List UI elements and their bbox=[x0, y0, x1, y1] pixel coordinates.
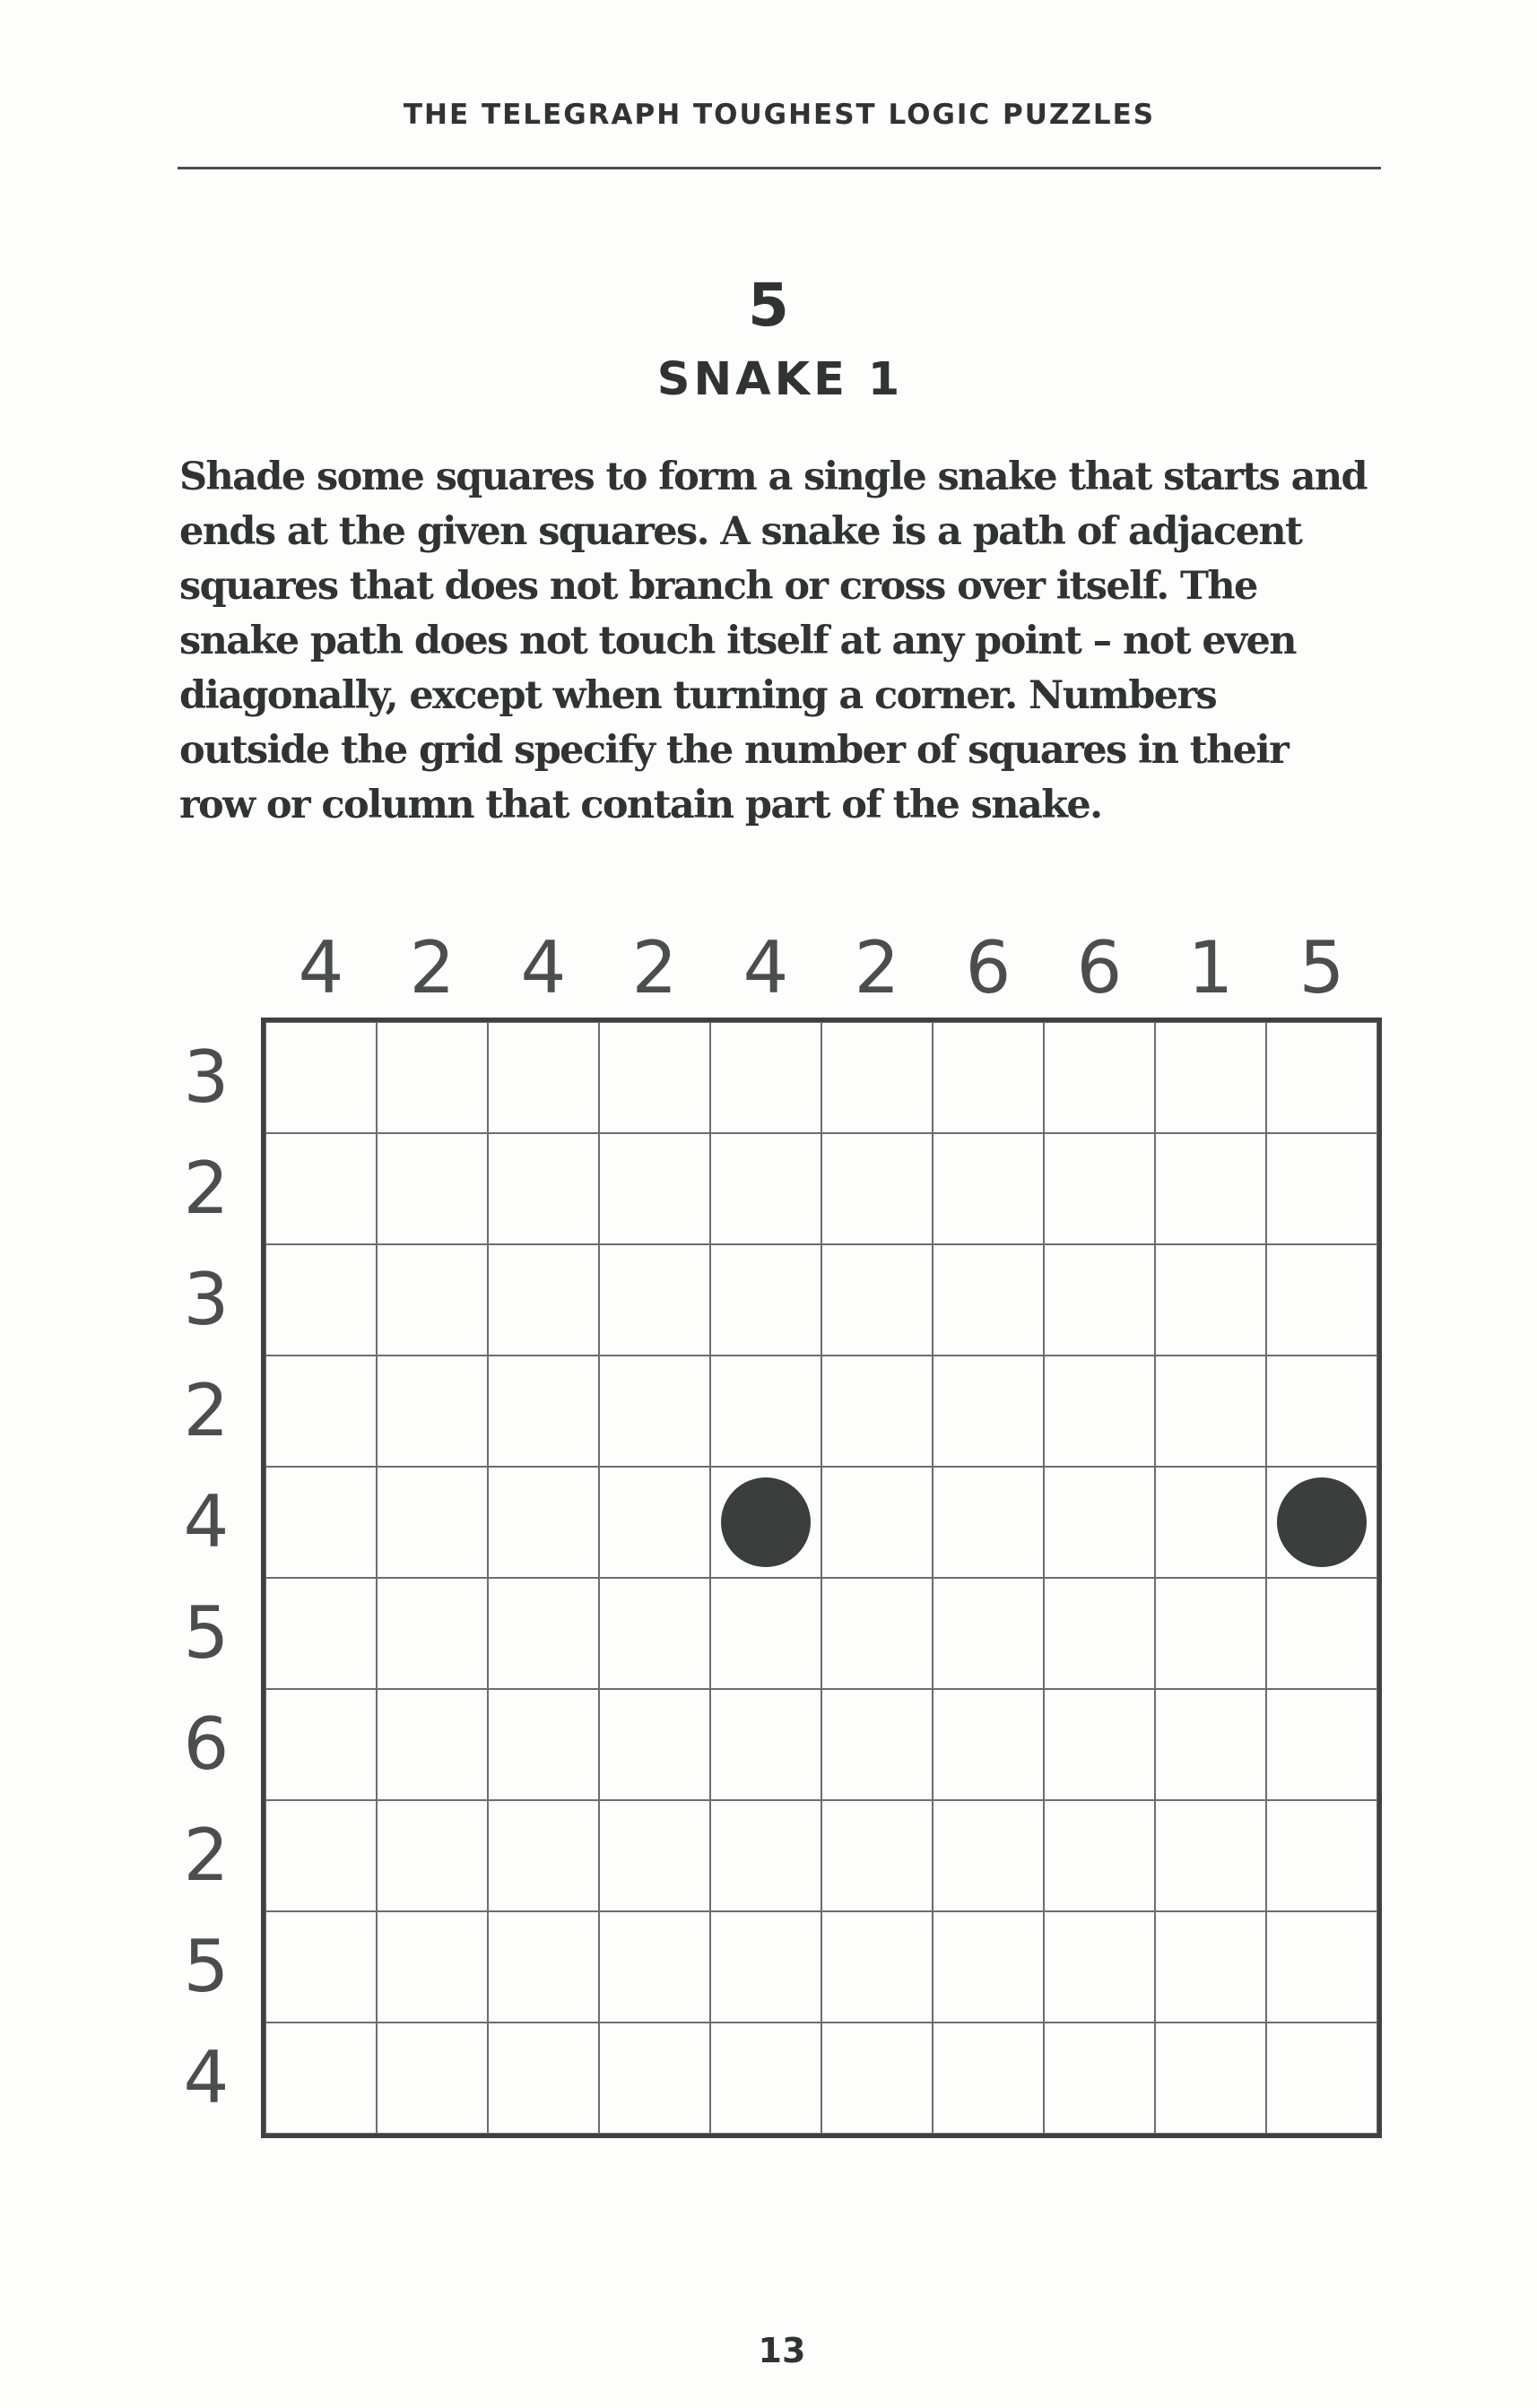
grid-cell[interactable] bbox=[1155, 1244, 1266, 1356]
grid-cell[interactable] bbox=[933, 1911, 1044, 2023]
grid-cell[interactable] bbox=[821, 2023, 933, 2134]
grid-cell[interactable] bbox=[821, 1244, 933, 1356]
grid-cell[interactable] bbox=[265, 1133, 377, 1244]
grid-cell[interactable] bbox=[1155, 1578, 1266, 1689]
grid-cell[interactable] bbox=[599, 1022, 710, 1133]
grid-cell[interactable] bbox=[599, 1244, 710, 1356]
grid-cell[interactable] bbox=[1155, 1356, 1266, 1467]
grid-cell[interactable] bbox=[1155, 1911, 1266, 2023]
row-clue: 4 bbox=[183, 2036, 230, 2119]
grid-cell[interactable] bbox=[821, 1689, 933, 1800]
puzzle-title: SNAKE 1 bbox=[656, 353, 904, 406]
column-clue: 4 bbox=[520, 926, 567, 1009]
row-clue: 2 bbox=[183, 1814, 230, 1897]
grid-cell[interactable] bbox=[488, 1911, 599, 2023]
given-square-dot bbox=[721, 1477, 811, 1567]
grid-cell[interactable] bbox=[488, 1578, 599, 1689]
column-clue: 4 bbox=[298, 926, 344, 1009]
grid-cell[interactable] bbox=[821, 1800, 933, 1911]
grid-cell[interactable] bbox=[265, 1467, 377, 1578]
grid-cell[interactable] bbox=[377, 1022, 488, 1133]
row-clue: 2 bbox=[183, 1369, 230, 1452]
puzzle-instructions: Shade some squares to form a single snake that starts and ends at the given squares. A snake is a path of adjacent squares that does not branch or cross over itself. The snake path does not touch itself at any point – not even diagonally, except when turning a corner. Numbers outside the grid specify the number of squares in their row or column that contain part of the snake. bbox=[179, 455, 1367, 827]
row-clue: 5 bbox=[183, 1591, 230, 1675]
column-clue: 2 bbox=[854, 926, 900, 1009]
grid-cell[interactable] bbox=[265, 1578, 377, 1689]
grid-cell[interactable] bbox=[1044, 1356, 1155, 1467]
grid-cell[interactable] bbox=[599, 2023, 710, 2134]
grid-cell[interactable] bbox=[265, 1356, 377, 1467]
grid-cell[interactable] bbox=[488, 1689, 599, 1800]
grid-cell[interactable] bbox=[1155, 1133, 1266, 1244]
grid-cell[interactable] bbox=[821, 1356, 933, 1467]
grid-cell[interactable] bbox=[1155, 2023, 1266, 2134]
grid-cell[interactable] bbox=[933, 1578, 1044, 1689]
row-clue: 6 bbox=[183, 1702, 230, 1786]
snake-grid bbox=[265, 1022, 1377, 2134]
grid-cell[interactable] bbox=[599, 1911, 710, 2023]
grid-cell[interactable] bbox=[710, 1022, 821, 1133]
grid-cell[interactable] bbox=[1155, 1689, 1266, 1800]
grid-cell[interactable] bbox=[377, 1911, 488, 2023]
column-clue: 2 bbox=[631, 926, 678, 1009]
column-clue: 6 bbox=[965, 926, 1012, 1009]
grid-cell[interactable] bbox=[377, 1133, 488, 1244]
grid-cell[interactable] bbox=[488, 1022, 599, 1133]
grid-cell[interactable] bbox=[377, 1244, 488, 1356]
grid-cell[interactable] bbox=[933, 1800, 1044, 1911]
grid-cell[interactable] bbox=[710, 1133, 821, 1244]
grid-cell[interactable] bbox=[710, 1356, 821, 1467]
grid-cell[interactable] bbox=[821, 1133, 933, 1244]
grid-cell[interactable] bbox=[1266, 1133, 1377, 1244]
grid-cell[interactable] bbox=[1155, 1800, 1266, 1911]
grid-cell[interactable] bbox=[933, 1022, 1044, 1133]
grid-cell[interactable] bbox=[265, 1022, 377, 1133]
column-clue: 1 bbox=[1187, 926, 1234, 1009]
grid-cell[interactable] bbox=[1266, 1911, 1377, 2023]
grid-cell[interactable] bbox=[377, 1578, 488, 1689]
grid-cell[interactable] bbox=[265, 2023, 377, 2134]
grid-cell[interactable] bbox=[1266, 1467, 1377, 1578]
row-clue: 4 bbox=[183, 1480, 230, 1563]
grid-cell[interactable] bbox=[265, 1800, 377, 1911]
grid-cell[interactable] bbox=[377, 1467, 488, 1578]
grid-cell[interactable] bbox=[933, 2023, 1044, 2134]
grid-cell[interactable] bbox=[265, 1244, 377, 1356]
page-number: 13 bbox=[758, 2331, 806, 2370]
grid-cell[interactable] bbox=[488, 1244, 599, 1356]
running-header: THE TELEGRAPH TOUGHEST LOGIC PUZZLES bbox=[403, 99, 1156, 131]
row-clue: 2 bbox=[183, 1147, 230, 1230]
grid-cell[interactable] bbox=[1266, 1689, 1377, 1800]
grid-cell[interactable] bbox=[1155, 1022, 1266, 1133]
grid-cell[interactable] bbox=[710, 1689, 821, 1800]
grid-cell[interactable] bbox=[599, 1800, 710, 1911]
grid-cell[interactable] bbox=[933, 1689, 1044, 1800]
grid-cell[interactable] bbox=[377, 1356, 488, 1467]
column-clue: 5 bbox=[1298, 926, 1345, 1009]
column-clues bbox=[265, 928, 1377, 1009]
grid-cell[interactable] bbox=[933, 1467, 1044, 1578]
grid-cell[interactable] bbox=[710, 1467, 821, 1578]
grid-cell[interactable] bbox=[710, 1911, 821, 2023]
column-clue: 4 bbox=[742, 926, 789, 1009]
grid-cell[interactable] bbox=[1266, 1244, 1377, 1356]
grid-cell[interactable] bbox=[599, 1578, 710, 1689]
grid-cell[interactable] bbox=[377, 1800, 488, 1911]
grid-cell[interactable] bbox=[265, 1689, 377, 1800]
row-clue: 3 bbox=[183, 1035, 230, 1119]
grid-cell[interactable] bbox=[821, 1911, 933, 2023]
grid-cell[interactable] bbox=[1044, 1578, 1155, 1689]
grid-cell[interactable] bbox=[1266, 1356, 1377, 1467]
grid-cell[interactable] bbox=[377, 2023, 488, 2134]
grid-cell[interactable] bbox=[933, 1356, 1044, 1467]
grid-cell[interactable] bbox=[265, 1911, 377, 2023]
grid-cell[interactable] bbox=[821, 1578, 933, 1689]
grid-cell[interactable] bbox=[1266, 2023, 1377, 2134]
grid-cell[interactable] bbox=[1044, 1800, 1155, 1911]
grid-cell[interactable] bbox=[710, 2023, 821, 2134]
grid-cell[interactable] bbox=[1044, 1689, 1155, 1800]
grid-cell[interactable] bbox=[1044, 1911, 1155, 2023]
grid-cell[interactable] bbox=[488, 1467, 599, 1578]
grid-cell[interactable] bbox=[599, 1133, 710, 1244]
grid-cell[interactable] bbox=[821, 1467, 933, 1578]
grid-cell[interactable] bbox=[1155, 1467, 1266, 1578]
grid-cell[interactable] bbox=[1044, 1022, 1155, 1133]
grid-cell[interactable] bbox=[1266, 1800, 1377, 1911]
grid-cell[interactable] bbox=[933, 1133, 1044, 1244]
row-clue: 3 bbox=[183, 1258, 230, 1341]
row-clues bbox=[170, 1022, 242, 2134]
grid-cell[interactable] bbox=[710, 1578, 821, 1689]
grid-cell[interactable] bbox=[1266, 1578, 1377, 1689]
grid-cell[interactable] bbox=[1266, 1022, 1377, 1133]
column-clue: 2 bbox=[409, 926, 456, 1009]
puzzle-number: 5 bbox=[748, 271, 789, 340]
grid-cell[interactable] bbox=[599, 1467, 710, 1578]
grid-cell[interactable] bbox=[599, 1356, 710, 1467]
grid-cell[interactable] bbox=[1044, 1467, 1155, 1578]
grid-cell[interactable] bbox=[377, 1689, 488, 1800]
grid-cell[interactable] bbox=[488, 1356, 599, 1467]
grid-cell[interactable] bbox=[488, 2023, 599, 2134]
grid-cell[interactable] bbox=[710, 1244, 821, 1356]
grid-cell[interactable] bbox=[710, 1800, 821, 1911]
grid-cell[interactable] bbox=[821, 1022, 933, 1133]
grid-cell[interactable] bbox=[488, 1133, 599, 1244]
grid-cell[interactable] bbox=[1044, 1244, 1155, 1356]
grid-cell[interactable] bbox=[599, 1689, 710, 1800]
column-clue: 6 bbox=[1076, 926, 1123, 1009]
grid-cell[interactable] bbox=[933, 1244, 1044, 1356]
grid-cell[interactable] bbox=[1044, 2023, 1155, 2134]
header-rule bbox=[178, 167, 1381, 169]
row-clue: 5 bbox=[183, 1925, 230, 2008]
grid-cell[interactable] bbox=[488, 1800, 599, 1911]
grid-cell[interactable] bbox=[1044, 1133, 1155, 1244]
given-square-dot bbox=[1277, 1477, 1367, 1567]
